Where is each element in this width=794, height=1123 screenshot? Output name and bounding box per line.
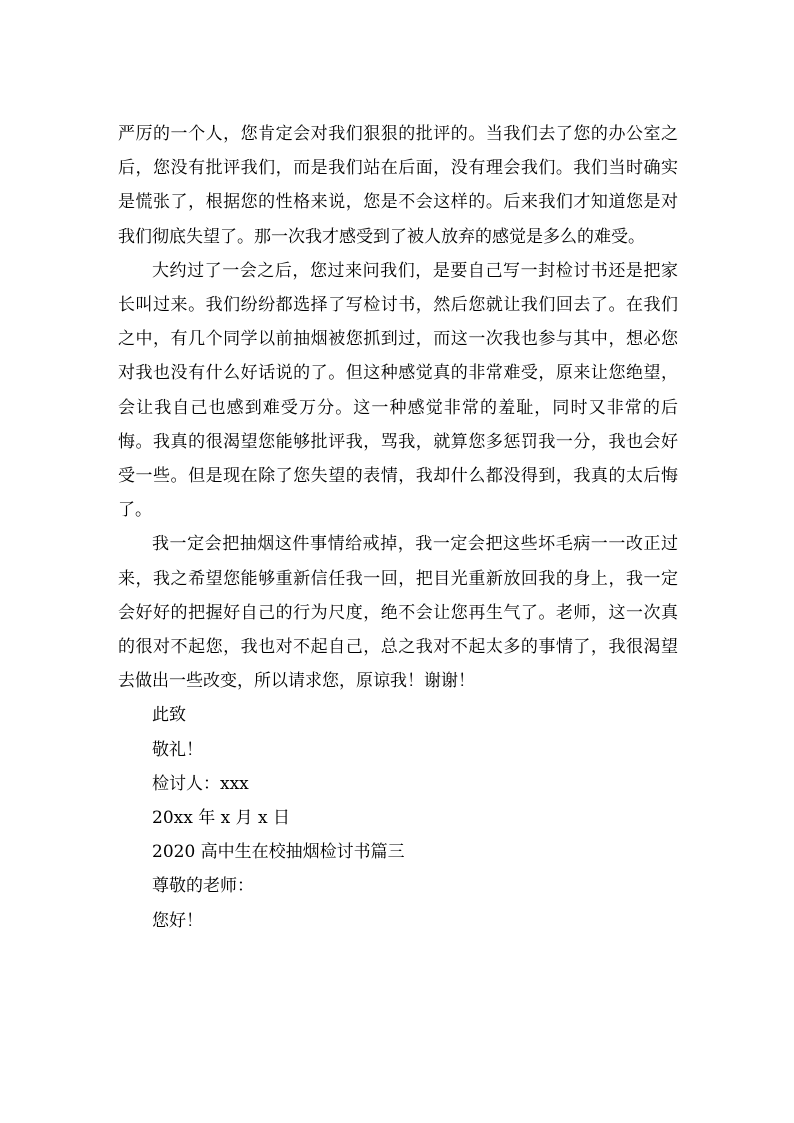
salute-line: 敬礼！ xyxy=(152,739,203,760)
paragraph-2: 大约过了一会之后，您过来问我们，是要自己写一封检讨书还是把家长叫过来。我们纷纷都选择了写检讨书，然后您就让我们回去了。在我们之中，有几个同学以前抽烟被您抓到过，而这一次我也参与其中，想必您对我也没有什么好话说的了。但这种感觉真的非常难受，原来让您绝望，会让我自己也感到难受万分。这一种感觉非常的羞耻，同时又非常的后悔。我真的很渴望您能够批评我，骂我，就算您多惩罚我一分，我也会好受一些。但是现在除了您失望的表情，我却什么都没得到，我真的太后悔了。 xyxy=(118,260,678,521)
greeting-recipient: 尊敬的老师： xyxy=(152,876,254,897)
paragraph-3: 我一定会把抽烟这件事情给戒掉，我一定会把这些坏毛病一一改正过来，我之希望您能够重新信任我一回，把目光重新放回我的身上，我一定会好好的把握好自己的行为尺度，绝不会让您再生气了。老师，这一次真的很对不起您，我也对不起自己，总之我对不起太多的事情了，我很渴望去做出一些改变，所以请求您，原谅我！谢谢！ xyxy=(118,534,678,692)
document-body xyxy=(118,117,678,938)
date-line: 20xx 年 x 月 x 日 xyxy=(152,808,291,829)
section-title: 2020 高中生在校抽烟检讨书篇三 xyxy=(152,842,405,863)
signature-line: 检讨人：xxx xyxy=(152,773,249,794)
closing-line: 此致 xyxy=(152,705,186,726)
paragraph-continued: 严厉的一个人，您肯定会对我们狠狠的批评的。当我们去了您的办公室之后，您没有批评我们，而是我们站在后面，没有理会我们。我们当时确实是慌张了，根据您的性格来说，您是不会这样的。后来我们才知道您是对我们彻底失望了。那一次我才感受到了被人放弃的感觉是多么的难受。 xyxy=(118,124,678,247)
greeting-line: 您好！ xyxy=(152,910,203,931)
